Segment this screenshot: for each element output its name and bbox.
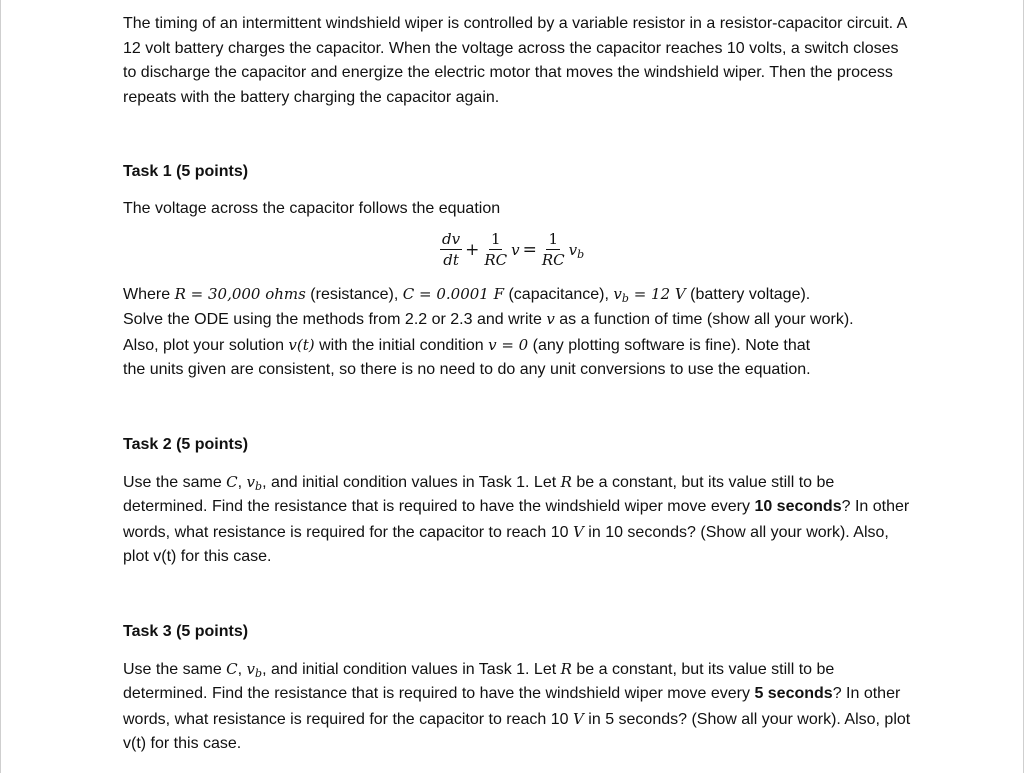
task2-interval: 10 seconds [754,498,842,515]
task3-paragraph: Use the same C, $v_b$, and initial condition values in Task 1. Let R be a constant, but its value still to be determined. Find the resistance that is required to have the windshield wiper move every 5 seconds? In other words, what resistance is required for the capacitor to reach 10 V in 5 seconds? (Show all your work). Also, plot v(t) for this case. [123,659,911,752]
task1-paragraph: Where R = 30,000 ohms (resistance), C = 0.0001 F (capacitance), $v_b = 12$ V (battery voltage). Solve the ODE using the methods from 2.2 or 2.3 and write v as a function of time (show all your work). Also, plot your solution v(t) with the initial condition v = 0 (any plotting software is fine). Note that the units given are consistent, so there is no need to do any unit conversions to use the equation. [123,284,854,378]
task3-interval: 5 seconds [754,685,833,702]
vb-variable: $v_b$ [568,240,585,261]
dv-numerator: dv [442,230,461,248]
task1-lead: The voltage across the capacitor follows the equation [123,200,501,217]
task2-paragraph: Use the same C, $v_b$, and initial condition values in Task 1. Let R be a constant, but its value still to be determined. Find the resistance that is required to have the windshield wiper move every 10 seconds? In other words, what resistance is required for the capacitor to reach 10 V in 10 seconds? (Show all your work). Also, plot v(t) for this case. [123,472,910,565]
document-content [123,10,913,757]
ode-equation [123,224,913,276]
one-numerator-rhs: 1 [548,230,558,248]
one-over-rc-fraction-rhs [540,229,567,270]
dv-dt-fraction [440,229,462,270]
rc-denominator: RC [484,251,508,269]
intro-paragraph: The timing of an intermittent windshield wiper is controlled by a variable resistor in a resistor-capacitor circuit. A 12 volt battery charges the capacitor. When the voltage across the capacitor reaches 10 volts, a switch closes to discharge the capacitor and energize the electric motor that moves the windshield wiper. Then the process repeats with the battery charging the capacitor again. [123,15,907,106]
one-over-rc-fraction [482,229,509,270]
equals-operator: = [522,239,537,260]
dt-denominator: dt [443,251,459,269]
one-numerator: 1 [490,230,501,248]
task1-heading: Task 1 (5 points) [123,163,249,180]
vb-value: $v_b = 12$ V [613,284,686,305]
v-variable: v [511,240,520,259]
r-value: R = 30,000 ohms [174,284,306,303]
rc-denominator-rhs: RC [541,251,565,269]
plus-operator: + [465,239,480,260]
c-value: C = 0.0001 F [402,284,505,303]
task3-heading: Task 3 (5 points) [123,622,249,640]
task2-heading: Task 2 (5 points) [123,435,249,453]
